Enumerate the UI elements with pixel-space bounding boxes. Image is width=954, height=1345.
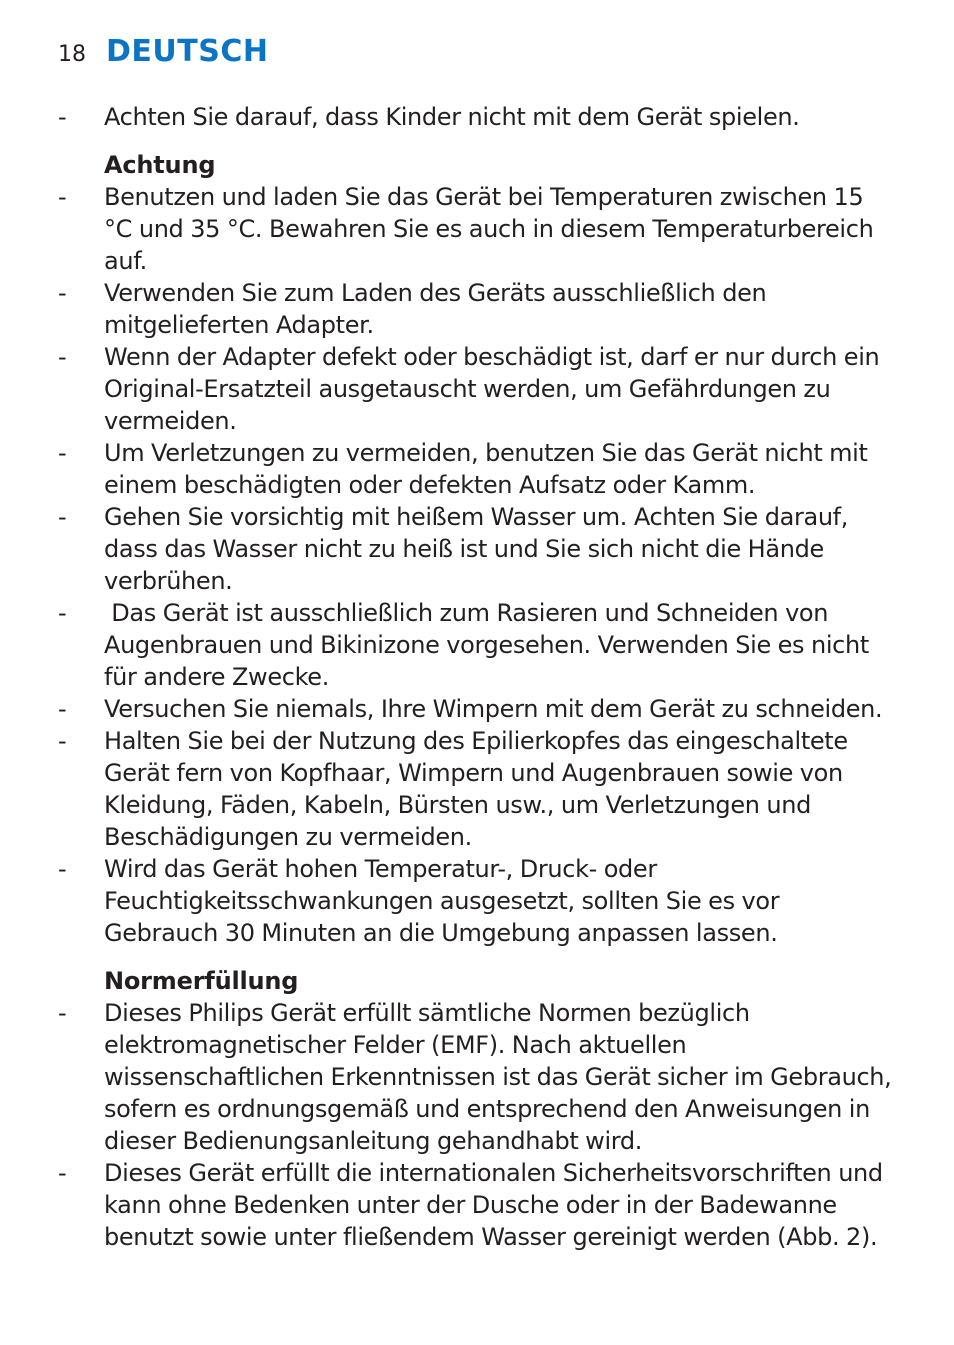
list-item: [0, 277, 954, 341]
list-item-text: Benutzen und laden Sie das Gerät bei Temperaturen zwischen 15 °C und 35 °C. Bewahren Sie es auch in diesem Temperaturbereich auf.: [104, 183, 874, 275]
list-dash: -: [58, 439, 67, 467]
list-item-text: Um Verletzungen zu vermeiden, benutzen Sie das Gerät nicht mit einem beschädigten oder defekten Aufsatz oder Kamm.: [104, 439, 868, 499]
page-header: [58, 34, 268, 74]
list-item: [0, 501, 954, 597]
list-dash: -: [58, 103, 67, 131]
list-item: [0, 437, 954, 501]
list-item: [0, 1157, 954, 1253]
page-content: [0, 101, 954, 1253]
list-dash: -: [58, 183, 67, 211]
list-item-text: Gehen Sie vorsichtig mit heißem Wasser um. Achten Sie darauf, dass das Wasser nicht zu heiß ist und Sie sich nicht die Hände verbrühen.: [104, 503, 849, 595]
list-dash: -: [58, 279, 67, 307]
list-item: [0, 341, 954, 437]
list-item: [0, 693, 954, 725]
list-dash: -: [58, 503, 67, 531]
list-item-text: Verwenden Sie zum Laden des Geräts ausschließlich den mitgelieferten Adapter.: [104, 279, 767, 339]
list-dash: -: [58, 695, 67, 723]
list-item: [0, 997, 954, 1157]
page-number: 18: [58, 42, 86, 67]
list-item: [0, 597, 954, 693]
list-item-text: Wird das Gerät hohen Temperatur-, Druck- oder Feuchtigkeitsschwankungen ausgesetzt, sollten Sie es vor Gebrauch 30 Minuten an die Umgebung anpassen lassen.: [104, 855, 780, 947]
list-item: [0, 181, 954, 277]
list-item: [0, 725, 954, 853]
list-dash: -: [58, 599, 67, 627]
section-title: DEUTSCH: [106, 34, 269, 69]
list-item-text: Das Gerät ist ausschließlich zum Rasieren und Schneiden von Augenbrauen und Bikinizone vorgesehen. Verwenden Sie es nicht für andere Zwecke.: [104, 599, 876, 691]
list-dash: -: [58, 343, 67, 371]
list-item-text: Versuchen Sie niemals, Ihre Wimpern mit dem Gerät zu schneiden.: [104, 695, 883, 723]
list-item: [0, 853, 954, 949]
list-dash: -: [58, 999, 67, 1027]
list-dash: -: [58, 727, 67, 755]
list-item-text: Wenn der Adapter defekt oder beschädigt ist, darf er nur durch ein Original-Ersatzteil ausgetauscht werden, um Gefährdungen zu vermeiden.: [104, 343, 880, 435]
list-item: [0, 101, 954, 133]
list-item-text: Halten Sie bei der Nutzung des Epilierkopfes das eingeschaltete Gerät fern von Kopfhaar, Wimpern und Augenbrauen sowie von Kleidung, Fäden, Kabeln, Bürsten usw., um Verletzungen und Beschädigungen zu vermeiden.: [104, 727, 848, 851]
section-heading-achtung: Achtung: [104, 151, 216, 179]
list-item-text: Achten Sie darauf, dass Kinder nicht mit dem Gerät spielen.: [104, 103, 800, 131]
section-heading-normerfuellung: Normerfüllung: [104, 967, 299, 995]
list-item-text: Dieses Philips Gerät erfüllt sämtliche Normen bezüglich elektromagnetischer Felder (EMF). Nach aktuellen wissenschaftlichen Erkenntnissen ist das Gerät sicher im Gebrauch, sofern es ordnungsgemäß und entsprechend den Anweisungen in dieser Bedienungsanleitung gehandhabt wird.: [104, 999, 892, 1155]
list-dash: -: [58, 855, 67, 883]
list-item-text: Dieses Gerät erfüllt die internationalen Sicherheitsvorschriften und kann ohne Bedenken unter der Dusche oder in der Badewanne benutzt sowie unter fließendem Wasser gereinigt werden (Abb. 2).: [104, 1159, 883, 1251]
list-dash: -: [58, 1159, 67, 1187]
